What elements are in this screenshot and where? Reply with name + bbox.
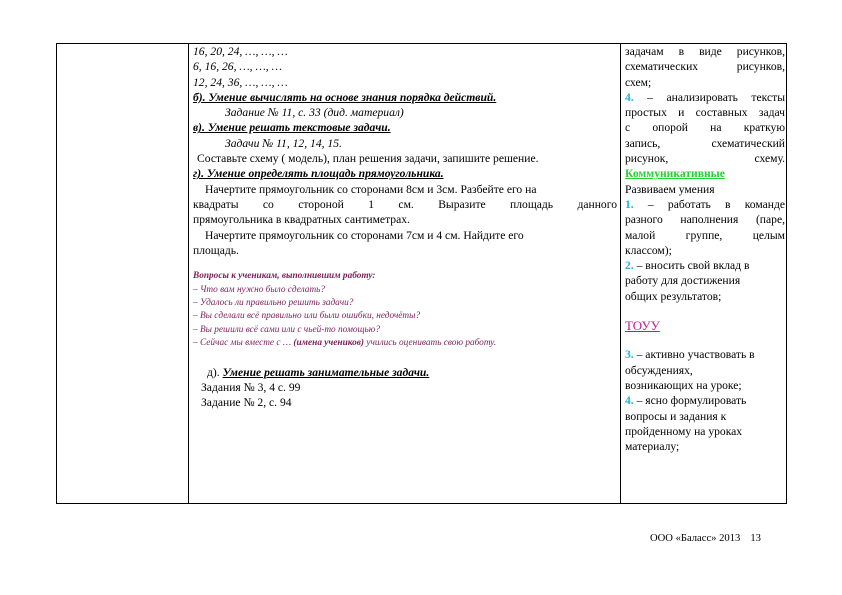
right-line-10: разного наполнения (паре, [625, 213, 785, 227]
tasks-v: Задачи № 11, 12, 14, 15. [225, 136, 342, 150]
question-4: – Вы решили всё сами или с чьей-то помощью? [193, 324, 380, 335]
right-line-6: с опорой на краткую [625, 121, 785, 135]
right-item-4 [625, 90, 785, 105]
right-line-2: схематических рисунков, [625, 60, 785, 74]
develop-skills-label: Развиваем умения [625, 182, 715, 196]
task-g2-line-1: Начертите прямоугольник со сторонами 7см и 4 см. Найдите его [205, 228, 524, 242]
right-line-3: схем; [625, 75, 652, 89]
number-3: 3. [625, 348, 634, 362]
touu-heading: ТОУУ [625, 318, 660, 334]
column-divider-2 [620, 44, 621, 503]
task-g-line-2: квадраты со стороной 1 см. Выразите площадь данного [193, 197, 617, 211]
right-line-4: – анализировать тексты [633, 90, 785, 104]
page-footer [650, 533, 761, 544]
task-g2-line-2: площадь. [193, 243, 239, 257]
question-5-end: учились оценивать свою работу. [364, 338, 497, 349]
right-line-21: пройденному на уроках [625, 424, 743, 438]
right-item-1 [625, 197, 785, 212]
question-5-start: – Сейчас мы вместе с … [193, 338, 294, 349]
skill-heading-b: б). Умение вычислять на основе знания порядка действий. [193, 90, 497, 104]
right-line-22: материалу; [625, 440, 680, 454]
right-line-5: простых и составных задач [625, 106, 785, 120]
right-item-2 [625, 258, 785, 273]
right-item-3 [625, 347, 785, 362]
right-line-20: вопросы и задания к [625, 409, 727, 423]
task-b: Задание № 11, с. 33 (дид. материал) [225, 106, 404, 120]
task-d-2: Задание № 2, с. 94 [201, 396, 292, 410]
number-4: 4. [625, 90, 634, 104]
right-line-13: – вносить свой вклад в [633, 259, 750, 273]
skill-heading-v: в). Умение решать текстовые задачи. [193, 121, 391, 135]
questions-title: Вопросы к ученикам, выполнившим работу: [193, 271, 376, 282]
skill-heading-d [193, 365, 617, 380]
number-2: 2. [625, 259, 634, 273]
right-line-7: запись, схематический [625, 136, 785, 150]
number-1: 1. [625, 197, 634, 211]
right-line-16: – активно участвовать в [633, 348, 755, 362]
sequence-line-2: 6, 16, 26, …, …, … [193, 60, 282, 74]
column-divider-1 [188, 44, 189, 503]
skill-d-text: Умение решать занимательные задачи. [222, 365, 430, 379]
right-line-9: – работать в команде [633, 197, 785, 211]
skill-d-prefix: д). [207, 365, 223, 379]
right-line-1: задачам в виде рисунков, [625, 45, 785, 58]
question-2: – Удалось ли правильно решить задачи? [193, 297, 354, 308]
right-line-12: классом); [625, 243, 672, 257]
right-line-8: рисунок, схему. [625, 152, 785, 166]
right-line-15: общих результатов; [625, 289, 722, 303]
right-line-19: – ясно формулировать [633, 394, 747, 408]
right-column [625, 44, 785, 454]
right-line-17: обсуждениях, [625, 363, 693, 377]
task-g-line-1: Начертите прямоугольник со сторонами 8см и 3см. Разбейте его на [205, 182, 537, 196]
sequence-line-3: 12, 24, 36, …, …, … [193, 75, 288, 89]
sequence-line-1: 16, 20, 24, …, …, … [193, 45, 288, 58]
task-d-1: Задания № 3, 4 с. 99 [201, 380, 301, 394]
question-5 [193, 337, 617, 350]
question-1: – Что вам нужно было сделать? [193, 284, 326, 295]
publisher-label: ООО «Баласс» 2013 [650, 533, 741, 544]
question-3: – Вы сделали всё правильно или были ошибки, недочёты? [193, 311, 421, 322]
right-line-18: возникающих на уроке; [625, 378, 742, 392]
lesson-table [56, 43, 787, 504]
right-line-14: работу для достижения [625, 274, 741, 288]
task-g-line-3: прямоугольника в квадратных сантиметрах. [193, 213, 410, 227]
skill-heading-g: г). Умение определять площадь прямоугольника. [193, 167, 444, 181]
communicative-heading: Коммуникативные [625, 167, 725, 181]
right-item-4b [625, 393, 785, 408]
page-number: 13 [750, 533, 761, 544]
instruction-v: Составьте схему ( модель), план решения задачи, запишите решение. [197, 152, 539, 166]
number-4b: 4. [625, 394, 634, 408]
question-5-names: (имена учеников) [293, 338, 365, 349]
right-line-11: малой группе, целым [625, 228, 785, 242]
middle-column [193, 44, 617, 410]
